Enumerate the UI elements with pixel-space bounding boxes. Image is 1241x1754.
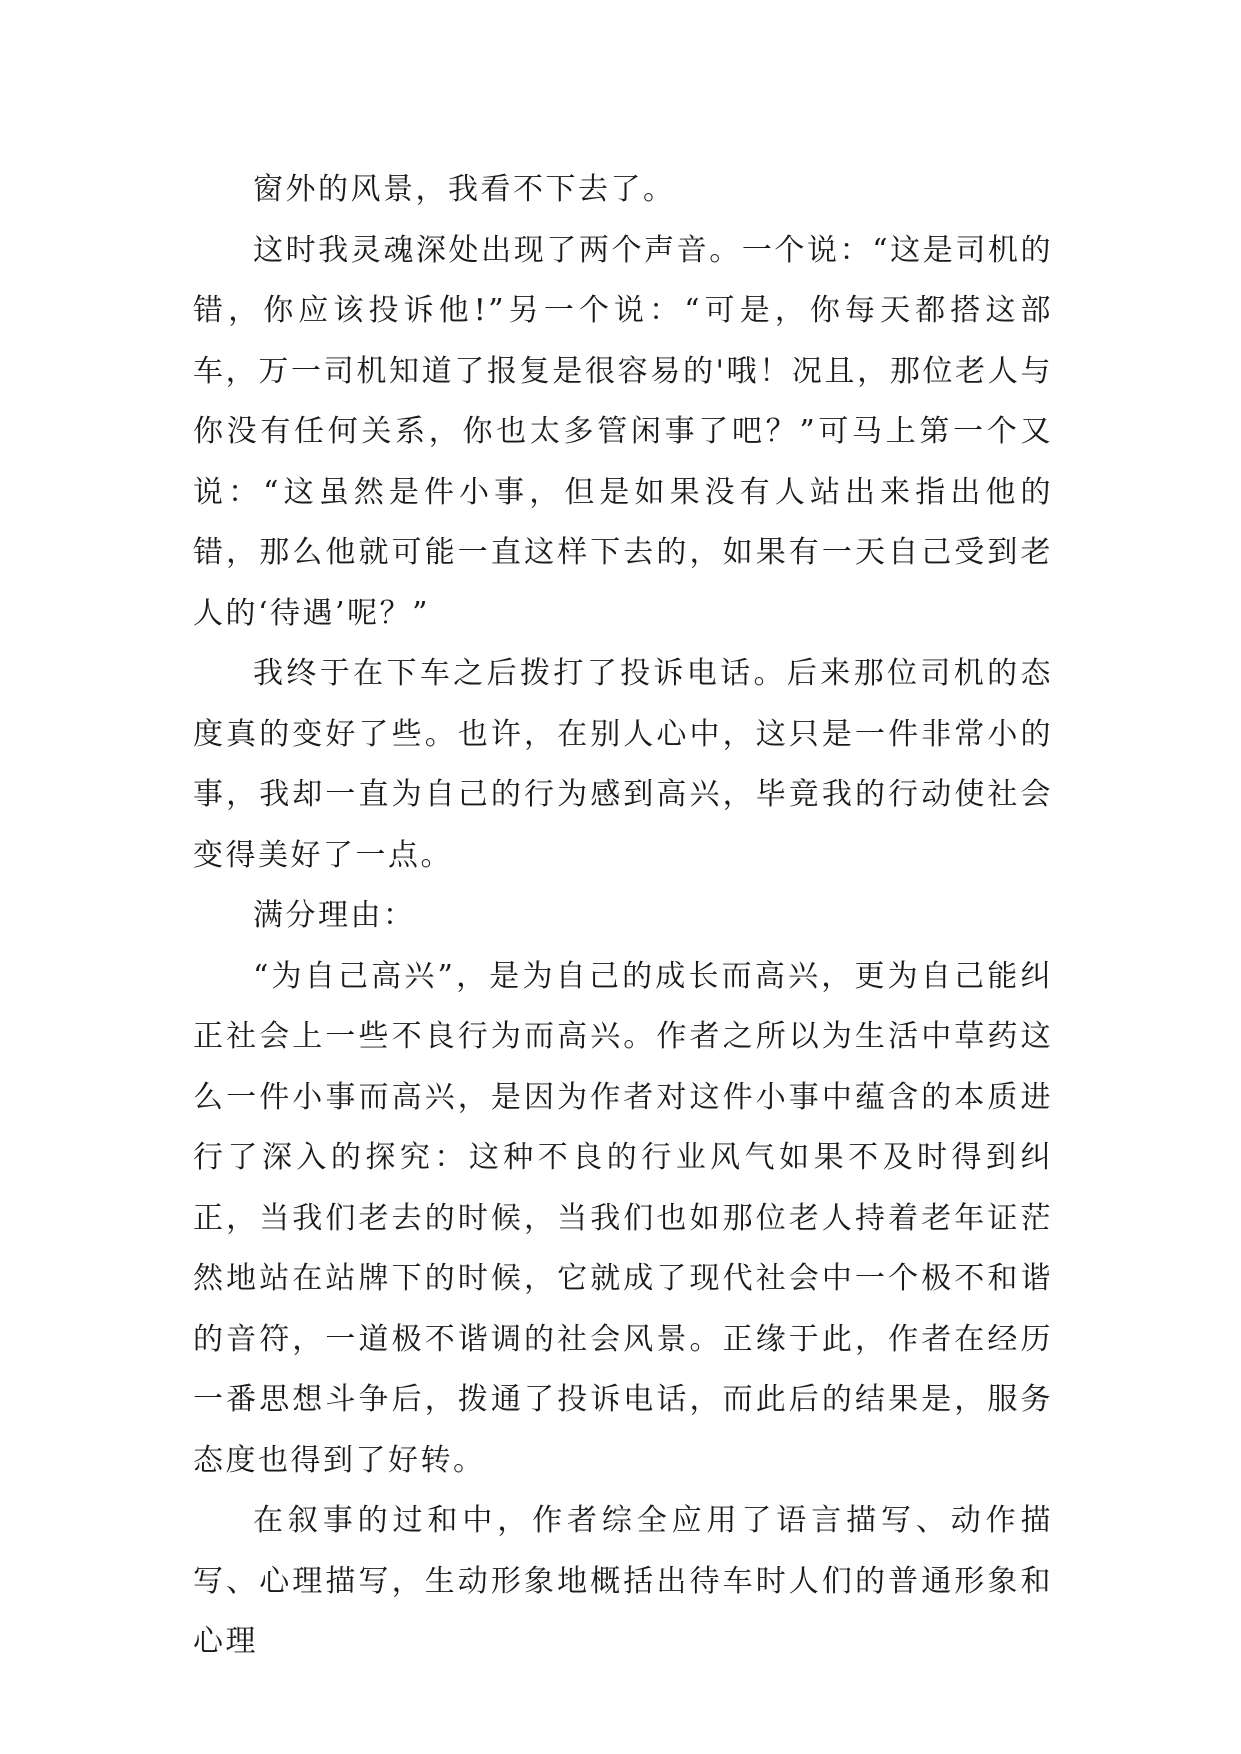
- paragraph-inner-voices: 这时我灵魂深处出现了两个声音。一个说：“这是司机的错，你应该投诉他!”另一个说：“可是，你每天都搭这部车，万一司机知道了报复是很容易的'哦！况且，那位老人与你没有任何关系，你也太多管闲事了吧？”可马上第一个又说：“这虽然是件小事，但是如果没有人站出来指出他的错，那么他就可能一直这样下去的，如果有一天自己受到老人的‘待遇’呢？”: [193, 232, 1053, 631]
- paragraph-full-score-reason: “为自己高兴”，是为自己的成长而高兴，更为自己能纠正社会上一些不良行为而高兴。作者之所以为生活中草药这么一件小事而高兴，是因为作者对这件小事中蕴含的本质进行了深入的探究：这种不良的行业风气如果不及时得到纠正，当我们老去的时候，当我们也如那位老人持着老年证茫然地站在站牌下的时候，它就成了现代社会中一个极不和谐的音符，一道极不谐调的社会风景。正缘于此，作者在经历一番思想斗争后，拨通了投诉电话，而此后的结果是，服务态度也得到了好转。: [193, 958, 1053, 1478]
- paragraph-complaint-call: 我终于在下车之后拨打了投诉电话。后来那位司机的态度真的变好了些。也许，在别人心中，这只是一件非常小的事，我却一直为自己的行为感到高兴，毕竟我的行动使社会变得美好了一点。: [193, 656, 1053, 873]
- paragraph-narrative-analysis: 在叙事的过和中，作者综全应用了语言描写、动作描写、心理描写，生动形象地概括出待车时人们的普通形象和心理: [193, 1503, 1053, 1659]
- paragraph-scenery: 窗外的风景，我看不下去了。: [253, 172, 676, 207]
- document-body: [193, 160, 1053, 1673]
- paragraph-full-score-heading: 满分理由：: [253, 898, 416, 933]
